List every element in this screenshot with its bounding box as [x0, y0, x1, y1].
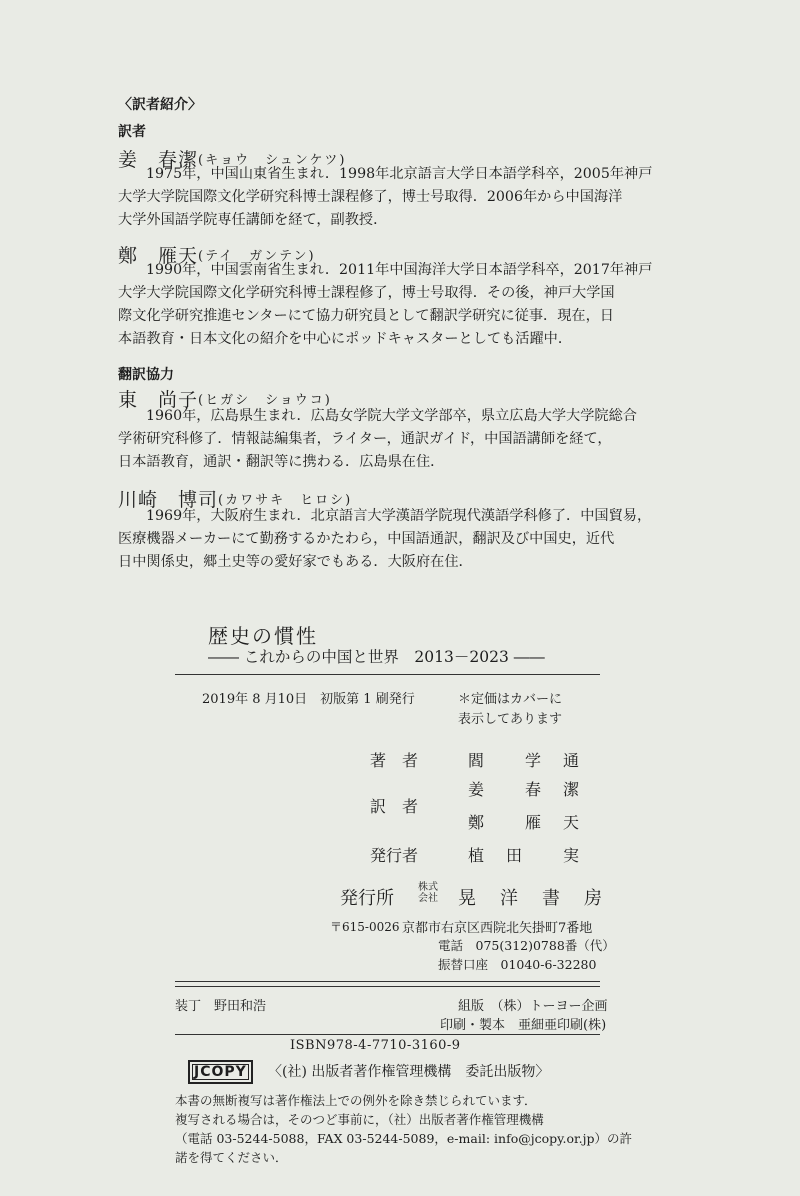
publisher-phone: 電話 075(312)0788番（代） — [438, 938, 615, 953]
cooperator-1-name: 東 尚子 — [118, 389, 199, 411]
cover-design-credit: 装丁 野田和浩 — [175, 999, 267, 1014]
jcopy-text: 〈(社) 出版者著作権管理機構 委託出版物〉 — [268, 1064, 550, 1080]
cooperator-2-bio — [118, 505, 651, 574]
copy-notice-line: 複写される場合は，そのつど事前に，（社）出版者著作権管理機構 — [175, 1112, 544, 1127]
translator-2-name: 鄭 雁天 — [118, 245, 199, 267]
translator-2-bio — [118, 259, 652, 351]
bio-line: 1990年，中国雲南省生まれ．2011年中国海洋大学日本語学科卒，2017年神戸 — [146, 262, 653, 278]
cooperator-2-name: 川崎 博司 — [118, 489, 219, 511]
book-subtitle: ―― これからの中国と世界 2013－2023 ―― — [208, 648, 545, 666]
cooperator-1-reading: (ヒガシ ショウコ) — [198, 393, 332, 408]
corp-mark — [418, 882, 438, 904]
translators-label: 訳者 — [118, 124, 146, 140]
price-note-line-1: ＊定価はカバーに — [458, 692, 563, 707]
translator-1-reading: (キョウ シュンケツ) — [198, 153, 347, 168]
corp-mark-line-2: 会社 — [418, 893, 438, 904]
copy-notice-line: 諾を得てください． — [175, 1150, 288, 1165]
translator-1-bio — [118, 163, 652, 232]
price-note-line-2: 表示してあります — [458, 712, 563, 727]
postal-code: 〒615-0026 — [330, 920, 400, 934]
publisher-person-name: 植 田 実 — [468, 846, 583, 865]
typesetting-credit: 組版 （株）トーヨー企画 — [458, 999, 608, 1014]
colophon-bottom-rule — [175, 1034, 600, 1035]
publisher-label: 発行所 — [340, 888, 394, 909]
translator-intro-heading: 〈訳者紹介〉 — [118, 97, 202, 113]
publisher-person-label: 発行者 — [370, 846, 419, 865]
bio-line: 本語教育・日本文化の紹介を中心にポッドキャスターとしても活躍中． — [118, 331, 573, 347]
bio-line: 日本語教育，通訳・翻訳等に携わる．広島県在住． — [118, 454, 445, 470]
book-title: 歴史の慣性 — [208, 624, 318, 648]
publisher-transfer-account: 振替口座 01040-6-32280 — [438, 957, 597, 972]
cooperator-1-bio — [118, 405, 637, 474]
bio-line: 1960年，広島県生まれ．広島女学院大学文学部卒，県立広島大学大学院総合 — [146, 408, 637, 424]
colophon-mid-rule-1 — [175, 981, 600, 982]
isbn: ISBN978-4-7710-3160-9 — [290, 1038, 461, 1053]
jcopy-logo: JCOPY — [188, 1060, 253, 1084]
copy-notice-line: （電話 03-5244-5088，FAX 03-5244-5089，e-mail: info@jcopy.or.jp）の許 — [175, 1131, 632, 1146]
author-name: 閻 学 通 — [468, 751, 583, 770]
colophon-mid-rule-2 — [175, 986, 600, 987]
bio-line: 大学外国語学院専任講師を経て，副教授． — [118, 212, 388, 228]
publisher-address: 京都市右京区西院北矢掛町7番地 — [402, 921, 593, 936]
translator-1-name: 姜 春潔 — [118, 149, 199, 171]
translator-label: 訳 者 — [370, 797, 419, 816]
bio-line: 際文化学研究推進センターにて協力研究員として翻訳学研究に従事．現在，日 — [118, 308, 614, 324]
bio-line: 1975年，中国山東省生まれ．1998年北京語言大学日本語学科卒，2005年神戸 — [146, 166, 653, 182]
publisher-name: 晃 洋 書 房 — [458, 888, 605, 909]
cooperator-2-reading: (カワサキ ヒロシ) — [218, 493, 353, 508]
translator-name-2: 鄭 雁 天 — [468, 813, 583, 832]
copy-notice — [175, 1091, 632, 1167]
translator-name-1: 姜 春 潔 — [468, 780, 583, 799]
bio-line: 1969年，大阪府生まれ．北京語言大学漢語学院現代漢語学科修了．中国貿易， — [146, 508, 652, 524]
bio-line: 大学大学院国際文化学研究科博士課程修了，博士号取得．2006年から中国海洋 — [118, 189, 623, 205]
bio-line: 医療機器メーカーにて勤務するかたわら，中国語通訳，翻訳及び中国史，近代 — [118, 531, 615, 547]
bio-line: 日中関係史，郷土史等の愛好家でもある．大阪府在住． — [118, 554, 473, 570]
printing-credit: 印刷・製本 亜細亜印刷(株) — [440, 1018, 607, 1033]
corp-mark-line-1: 株式 — [418, 882, 438, 893]
bio-line: 大学大学院国際文化学研究科博士課程修了，博士号取得．その後，神戸大学国 — [118, 285, 615, 301]
author-label: 著 者 — [370, 751, 419, 770]
copy-notice-line: 本書の無断複写は著作権法上での例外を除き禁じられています． — [175, 1093, 537, 1108]
edition-date: 2019年 8 月10日 初版第 1 刷発行 — [202, 692, 415, 707]
translator-2-reading: (テイ ガンテン) — [198, 249, 316, 264]
cooperation-label: 翻訳協力 — [118, 367, 174, 383]
colophon-top-rule — [175, 674, 600, 675]
bio-line: 学術研究科修了．情報誌編集者，ライター，通訳ガイド，中国語講師を経て， — [118, 431, 612, 447]
